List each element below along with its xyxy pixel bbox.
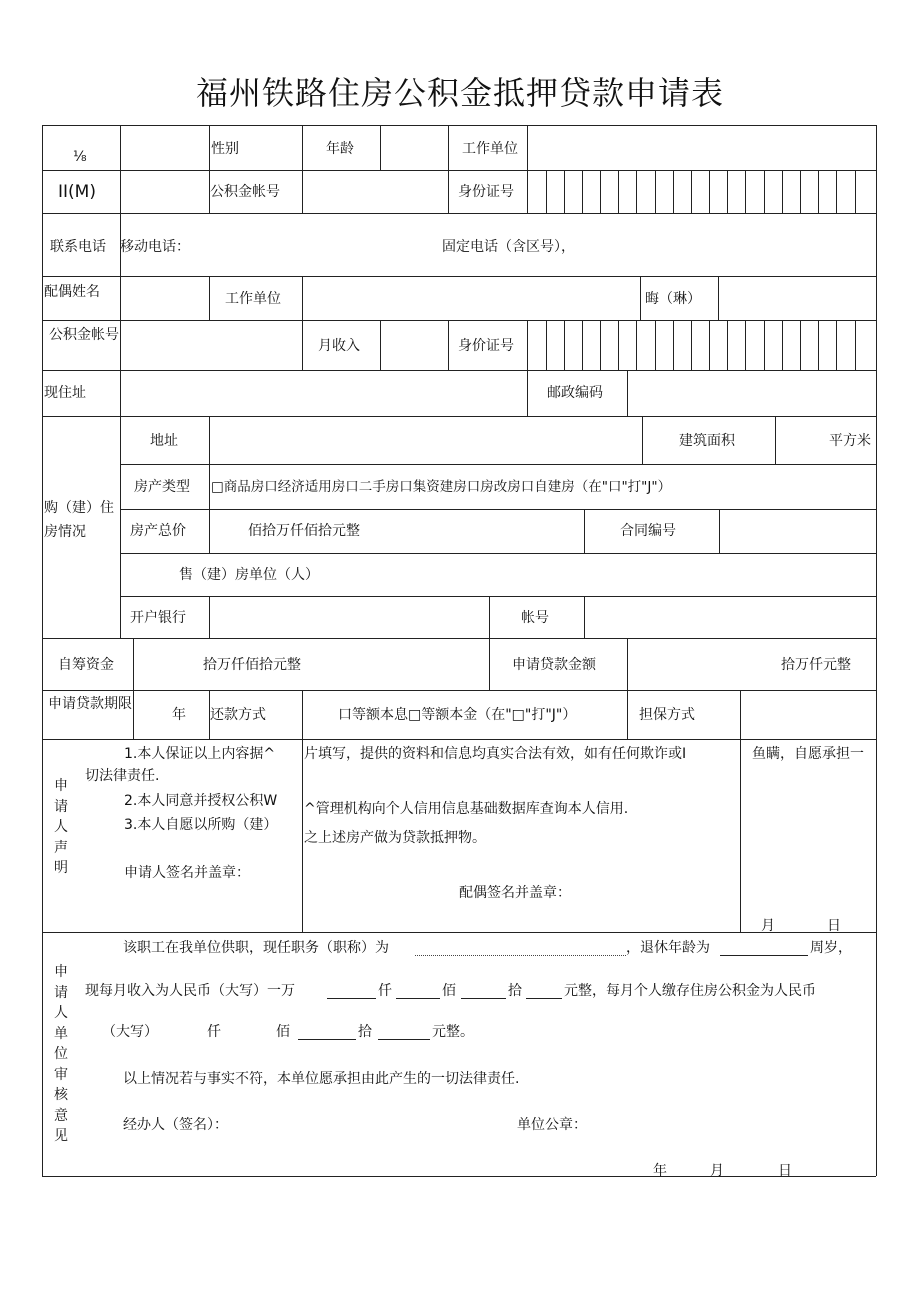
repay-label: 还款方式 xyxy=(210,707,266,723)
term-year-unit: 年 xyxy=(172,707,186,723)
declaration-item-1a: 1.本人保证以上内容据^ xyxy=(124,746,276,762)
employer-section-label: 申请人单位审核意见 xyxy=(54,964,68,1144)
retire-age-blank[interactable] xyxy=(720,954,808,956)
declaration-item-1d: 切法律责任. xyxy=(85,768,160,784)
house-section-label: 购（建）住房情况 xyxy=(44,500,114,540)
area-unit: 平方米 xyxy=(829,433,871,449)
total-price-label: 房产总价 xyxy=(130,523,186,539)
contact-label: 联系电话 xyxy=(50,239,106,255)
fund-daxie: （大写） xyxy=(102,1024,158,1040)
spouse-phone-label: 晦（琳） xyxy=(645,291,701,307)
repay-options[interactable]: 口等额本息□等额本金（在"□"打"J"） xyxy=(338,707,577,723)
spouse-fund-account-label: 公积金帐号 xyxy=(49,327,119,343)
work-unit-label: 工作单位 xyxy=(462,141,518,157)
declaration-month: 月 xyxy=(761,918,775,934)
income-shi-unit: 拾 xyxy=(508,983,522,999)
loan-amount-label: 申请贷款金额 xyxy=(512,657,596,673)
fund-yuan-blank[interactable] xyxy=(378,1038,430,1040)
fund-bai-unit: 佰 xyxy=(276,1024,290,1040)
bank-label: 开户银行 xyxy=(130,610,186,626)
fund-qian-unit: 仟 xyxy=(207,1024,221,1040)
id-card-label: 身份证号 xyxy=(458,184,514,200)
income-yuan-blank[interactable] xyxy=(526,997,562,999)
spouse-signature-label[interactable]: 配偶签名并盖章： xyxy=(459,885,571,901)
postcode-label: 邮政编码 xyxy=(547,385,603,401)
guarantee-label: 担保方式 xyxy=(639,707,695,723)
house-type-options[interactable]: □商品房口经济适用房口二手房口集资建房口房改房口自建房（在"口"打"J"） xyxy=(211,479,672,495)
address-label: 现住址 xyxy=(44,385,86,401)
employer-line2-a: 现每月收入为人民币（大写）一万 xyxy=(85,983,295,999)
form-title: 福州铁路住房公积金抵押贷款申请表 xyxy=(195,74,724,112)
income-qian-blank[interactable] xyxy=(327,997,376,999)
employer-month: 月 xyxy=(710,1163,724,1179)
landline-label: 固定电话（含区号）， xyxy=(442,239,575,255)
house-type-label: 房产类型 xyxy=(134,479,190,495)
house-address-label: 地址 xyxy=(150,433,178,449)
id-label: II(M) xyxy=(58,182,96,202)
declaration-item-3b: 之上述房产做为贷款抵押物。 xyxy=(304,830,486,846)
declaration-section-label: 申请人声明 xyxy=(54,778,68,876)
unit-seal-label[interactable]: 单位公章： xyxy=(517,1117,587,1133)
fund-shi-blank[interactable] xyxy=(298,1038,356,1040)
employer-line1-b: ，退休年龄为 xyxy=(626,940,710,956)
spouse-id-card-label: 身价证号 xyxy=(458,338,514,354)
spouse-name-label: 配偶姓名 xyxy=(44,284,100,300)
self-funds-label: 自筹资金 xyxy=(58,657,114,673)
income-bai-blank[interactable] xyxy=(396,997,440,999)
monthly-income-label: 月收入 xyxy=(318,338,360,354)
gender-label: 性别 xyxy=(211,141,239,157)
position-blank[interactable] xyxy=(415,954,626,956)
declaration-item-2b: ^管理机构向个人信用信息基础数据库查询本人信用. xyxy=(304,801,629,817)
contract-label: 合同编号 xyxy=(620,523,676,539)
employer-line1-c: 周岁， xyxy=(810,940,852,956)
employer-line2-b: 元整，每月个人缴存住房公积金为人民币 xyxy=(564,983,816,999)
declaration-item-3a: 3.本人自愿以所购（建） xyxy=(124,817,278,833)
area-label: 建筑面积 xyxy=(679,433,735,449)
declaration-item-1b: 片填写，提供的资料和信息均真实合法有效，如有任何欺诈或I xyxy=(304,746,687,762)
age-label: 年龄 xyxy=(326,141,354,157)
declaration-day: 日 xyxy=(827,918,841,934)
fund-yuan-unit: 元整。 xyxy=(432,1024,474,1040)
handler-signature-label[interactable]: 经办人（签名）： xyxy=(123,1117,228,1133)
fund-shi-unit: 拾 xyxy=(358,1024,372,1040)
seller-label: 售（建）房单位（人） xyxy=(179,567,319,583)
declaration-item-2a: 2.本人同意并授权公积W xyxy=(124,793,278,809)
employer-statement: 以上情况若与事实不符，本单位愿承担由此产生的一切法律责任. xyxy=(123,1071,520,1087)
income-shi-blank[interactable] xyxy=(461,997,506,999)
employer-line1-a: 该职工在我单位供职，现任职务（职称）为 xyxy=(123,940,389,956)
employer-year: 年 xyxy=(653,1163,667,1179)
account-label: 帐号 xyxy=(521,610,549,626)
employer-day: 日 xyxy=(778,1163,792,1179)
loan-term-label: 申请贷款期限 xyxy=(48,696,132,712)
total-price-units: 佰拾万仟佰拾元整 xyxy=(248,523,360,539)
income-qian-unit: 仟 xyxy=(378,983,392,999)
name-label: ⅛ xyxy=(73,149,87,165)
self-funds-units: 拾万仟佰拾元整 xyxy=(203,657,301,673)
fund-account-label: 公积金帐号 xyxy=(210,184,280,200)
spouse-work-unit-label: 工作单位 xyxy=(225,291,281,307)
applicant-signature-label[interactable]: 申请人签名并盖章： xyxy=(124,865,250,881)
loan-amount-units: 拾万仟元整 xyxy=(781,657,851,673)
income-bai-unit: 佰 xyxy=(442,983,456,999)
mobile-label: 移动电话： xyxy=(120,239,190,255)
declaration-item-1c: 鱼瞒，自愿承担一 xyxy=(752,746,864,762)
